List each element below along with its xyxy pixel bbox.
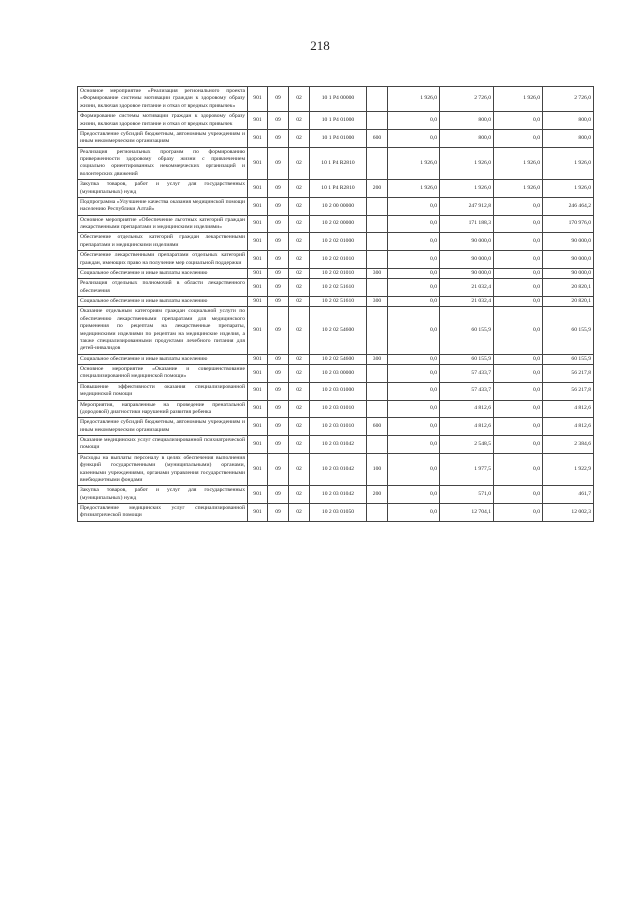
table-row [78, 354, 594, 364]
row-name-cell: Реализация отдельных полномочий в области лекарственного обеспечения [78, 279, 248, 297]
amount-1-cell: 1 926,0 [388, 180, 440, 198]
amount-2-cell: 171 188,3 [440, 215, 494, 233]
amount-3-cell: 0,0 [494, 382, 543, 400]
target-article-cell: 10 2 03 01010 [310, 400, 367, 418]
amount-4-cell: 60 155,9 [543, 354, 594, 364]
row-name-cell: Оказание медицинских услуг специализированной психиатрической помощи [78, 436, 248, 454]
subsection-code-cell: 02 [289, 147, 310, 180]
expense-type-cell [367, 365, 388, 383]
table-row [78, 297, 594, 307]
table-row [78, 233, 594, 251]
section-code-cell: 09 [268, 486, 289, 504]
amount-1-cell: 1 926,0 [388, 87, 440, 112]
amount-3-cell: 1 926,0 [494, 180, 543, 198]
amount-2-cell: 4 812,6 [440, 400, 494, 418]
expense-type-cell: 200 [367, 180, 388, 198]
target-article-cell: 10 2 02 51610 [310, 297, 367, 307]
target-article-cell: 10 2 03 00000 [310, 365, 367, 383]
amount-3-cell: 0,0 [494, 400, 543, 418]
expense-type-cell: 600 [367, 418, 388, 436]
ministry-code-cell: 901 [248, 268, 268, 278]
section-code-cell: 09 [268, 87, 289, 112]
amount-3-cell: 0,0 [494, 233, 543, 251]
amount-1-cell: 0,0 [388, 279, 440, 297]
amount-3-cell: 0,0 [494, 215, 543, 233]
table-row [78, 453, 594, 486]
expense-type-cell [367, 307, 388, 354]
budget-table-body [78, 87, 594, 522]
target-article-cell: 10 2 02 54600 [310, 354, 367, 364]
table-row [78, 365, 594, 383]
amount-2-cell: 2 548,5 [440, 436, 494, 454]
subsection-code-cell: 02 [289, 215, 310, 233]
ministry-code-cell: 901 [248, 436, 268, 454]
subsection-code-cell: 02 [289, 400, 310, 418]
subsection-code-cell: 02 [289, 504, 310, 522]
target-article-cell: 10 1 P4 01000 [310, 129, 367, 147]
row-name-cell: Обеспечение лекарственными препаратами отдельных категорий граждан, имеющих право на получение мер социальной поддержки [78, 251, 248, 269]
subsection-code-cell: 02 [289, 307, 310, 354]
section-code-cell: 09 [268, 382, 289, 400]
amount-4-cell: 20 820,1 [543, 297, 594, 307]
amount-1-cell: 0,0 [388, 382, 440, 400]
target-article-cell: 10 2 03 01010 [310, 418, 367, 436]
section-code-cell: 09 [268, 418, 289, 436]
table-row [78, 504, 594, 522]
table-row [78, 382, 594, 400]
row-name-cell: Повышение эффективности оказания специализированной медицинской помощи [78, 382, 248, 400]
expense-type-cell [367, 504, 388, 522]
amount-4-cell: 1 926,0 [543, 180, 594, 198]
amount-1-cell: 0,0 [388, 436, 440, 454]
amount-4-cell: 56 217,8 [543, 382, 594, 400]
subsection-code-cell: 02 [289, 486, 310, 504]
amount-1-cell: 0,0 [388, 112, 440, 130]
section-code-cell: 09 [268, 297, 289, 307]
subsection-code-cell: 02 [289, 382, 310, 400]
table-row [78, 87, 594, 112]
expense-type-cell [367, 112, 388, 130]
table-row [78, 400, 594, 418]
subsection-code-cell: 02 [289, 233, 310, 251]
amount-2-cell: 1 977,5 [440, 453, 494, 486]
amount-4-cell: 1 926,0 [543, 147, 594, 180]
row-name-cell: Социальное обеспечение и иные выплаты населению [78, 297, 248, 307]
subsection-code-cell: 02 [289, 297, 310, 307]
expense-type-cell: 600 [367, 129, 388, 147]
section-code-cell: 09 [268, 112, 289, 130]
amount-3-cell: 0,0 [494, 436, 543, 454]
table-row [78, 215, 594, 233]
ministry-code-cell: 901 [248, 180, 268, 198]
amount-1-cell: 0,0 [388, 297, 440, 307]
expense-type-cell [367, 382, 388, 400]
amount-4-cell: 4 812,6 [543, 400, 594, 418]
section-code-cell: 09 [268, 504, 289, 522]
amount-3-cell: 1 926,0 [494, 147, 543, 180]
amount-2-cell: 21 032,4 [440, 279, 494, 297]
amount-3-cell: 0,0 [494, 112, 543, 130]
row-name-cell: Формирование системы мотивации граждан к здоровому образу жизни, включая здоровое питание и отказ от вредных привычек [78, 112, 248, 130]
subsection-code-cell: 02 [289, 436, 310, 454]
amount-2-cell: 247 912,8 [440, 197, 494, 215]
amount-3-cell: 0,0 [494, 354, 543, 364]
section-code-cell: 09 [268, 251, 289, 269]
ministry-code-cell: 901 [248, 147, 268, 180]
amount-1-cell: 0,0 [388, 504, 440, 522]
section-code-cell: 09 [268, 453, 289, 486]
subsection-code-cell: 02 [289, 365, 310, 383]
expense-type-cell: 300 [367, 297, 388, 307]
amount-4-cell: 90 000,0 [543, 251, 594, 269]
row-name-cell: Основное мероприятие «Оказание и совершенствование специализированной медицинской помощи» [78, 365, 248, 383]
amount-1-cell: 0,0 [388, 307, 440, 354]
amount-4-cell: 461,7 [543, 486, 594, 504]
amount-1-cell: 0,0 [388, 453, 440, 486]
section-code-cell: 09 [268, 354, 289, 364]
row-name-cell: Социальное обеспечение и иные выплаты населению [78, 268, 248, 278]
amount-3-cell: 1 926,0 [494, 87, 543, 112]
page-number: 218 [310, 38, 330, 53]
row-name-cell: Закупка товаров, работ и услуг для государственных (муниципальных) нужд [78, 180, 248, 198]
amount-2-cell: 60 155,9 [440, 354, 494, 364]
row-name-cell: Закупка товаров, работ и услуг для государственных (муниципальных) нужд [78, 486, 248, 504]
subsection-code-cell: 02 [289, 197, 310, 215]
amount-2-cell: 90 000,0 [440, 268, 494, 278]
amount-2-cell: 571,0 [440, 486, 494, 504]
expense-type-cell [367, 400, 388, 418]
row-name-cell: Предоставление медицинских услуг специализированной фтизиатрической помощи [78, 504, 248, 522]
amount-2-cell: 60 155,9 [440, 307, 494, 354]
section-code-cell: 09 [268, 197, 289, 215]
amount-2-cell: 2 726,0 [440, 87, 494, 112]
row-name-cell: Расходы на выплаты персоналу в целях обеспечения выполнения функций государственными (муниципальными) органами, казенными учреждениями, органами управления государственными внебюджетными фондами [78, 453, 248, 486]
amount-3-cell: 0,0 [494, 365, 543, 383]
amount-2-cell: 1 926,0 [440, 180, 494, 198]
section-code-cell: 09 [268, 307, 289, 354]
amount-4-cell: 170 976,0 [543, 215, 594, 233]
table-row [78, 418, 594, 436]
amount-1-cell: 0,0 [388, 233, 440, 251]
ministry-code-cell: 901 [248, 504, 268, 522]
ministry-code-cell: 901 [248, 400, 268, 418]
table-row [78, 147, 594, 180]
amount-4-cell: 800,0 [543, 129, 594, 147]
amount-2-cell: 90 000,0 [440, 233, 494, 251]
section-code-cell: 09 [268, 233, 289, 251]
table-row [78, 129, 594, 147]
target-article-cell: 10 2 02 01000 [310, 233, 367, 251]
amount-3-cell: 0,0 [494, 268, 543, 278]
ministry-code-cell: 901 [248, 365, 268, 383]
section-code-cell: 09 [268, 268, 289, 278]
amount-4-cell: 90 000,0 [543, 268, 594, 278]
table-row [78, 436, 594, 454]
row-name-cell: Мероприятия, направленные на проведение пренатальной (дородовой) диагностики нарушений развития ребенка [78, 400, 248, 418]
ministry-code-cell: 901 [248, 307, 268, 354]
subsection-code-cell: 02 [289, 112, 310, 130]
target-article-cell: 10 2 02 00000 [310, 215, 367, 233]
expense-type-cell [367, 251, 388, 269]
amount-4-cell: 2 384,6 [543, 436, 594, 454]
section-code-cell: 09 [268, 129, 289, 147]
section-code-cell: 09 [268, 400, 289, 418]
amount-1-cell: 0,0 [388, 400, 440, 418]
amount-2-cell: 800,0 [440, 129, 494, 147]
amount-1-cell: 0,0 [388, 215, 440, 233]
target-article-cell: 10 2 02 01010 [310, 268, 367, 278]
amount-2-cell: 12 704,1 [440, 504, 494, 522]
amount-4-cell: 800,0 [543, 112, 594, 130]
amount-4-cell: 60 155,9 [543, 307, 594, 354]
target-article-cell: 10 2 03 01042 [310, 453, 367, 486]
ministry-code-cell: 901 [248, 233, 268, 251]
amount-3-cell: 0,0 [494, 251, 543, 269]
subsection-code-cell: 02 [289, 180, 310, 198]
target-article-cell: 10 1 P4 R2810 [310, 180, 367, 198]
ministry-code-cell: 901 [248, 87, 268, 112]
subsection-code-cell: 02 [289, 87, 310, 112]
amount-4-cell: 246 464,2 [543, 197, 594, 215]
amount-3-cell: 0,0 [494, 486, 543, 504]
section-code-cell: 09 [268, 215, 289, 233]
section-code-cell: 09 [268, 279, 289, 297]
target-article-cell: 10 2 03 01050 [310, 504, 367, 522]
row-name-cell: Предоставление субсидий бюджетным, автономным учреждениям и иным некоммерческим организациям [78, 418, 248, 436]
amount-1-cell: 0,0 [388, 129, 440, 147]
expense-type-cell: 300 [367, 268, 388, 278]
table-row [78, 112, 594, 130]
amount-4-cell: 20 820,1 [543, 279, 594, 297]
target-article-cell: 10 1 P4 01000 [310, 112, 367, 130]
amount-1-cell: 0,0 [388, 251, 440, 269]
expense-type-cell [367, 87, 388, 112]
ministry-code-cell: 901 [248, 197, 268, 215]
amount-2-cell: 21 032,4 [440, 297, 494, 307]
ministry-code-cell: 901 [248, 251, 268, 269]
table-row [78, 307, 594, 354]
expense-type-cell [367, 436, 388, 454]
table-row [78, 279, 594, 297]
ministry-code-cell: 901 [248, 418, 268, 436]
ministry-code-cell: 901 [248, 112, 268, 130]
expense-type-cell: 100 [367, 453, 388, 486]
target-article-cell: 10 1 P4 R2810 [310, 147, 367, 180]
budget-table [77, 86, 594, 522]
amount-4-cell: 2 726,0 [543, 87, 594, 112]
amount-2-cell: 800,0 [440, 112, 494, 130]
target-article-cell: 10 2 03 01042 [310, 436, 367, 454]
table-row [78, 486, 594, 504]
row-name-cell: Оказание отдельным категориям граждан социальной услуги по обеспечению лекарственными препаратами для медицинского применения по рецептам на лекарственные препараты, медицинскими изделиями по рецептам на медицинские изделия, а также специализированными продуктами лечебного питания для детей-инвалидов [78, 307, 248, 354]
expense-type-cell [367, 215, 388, 233]
target-article-cell: 10 1 P4 00000 [310, 87, 367, 112]
amount-2-cell: 4 812,6 [440, 418, 494, 436]
target-article-cell: 10 2 00 00000 [310, 197, 367, 215]
amount-3-cell: 0,0 [494, 197, 543, 215]
amount-3-cell: 0,0 [494, 297, 543, 307]
ministry-code-cell: 901 [248, 215, 268, 233]
row-name-cell: Обеспечение отдельных категорий граждан лекарственными препаратами и медицинскими изделиями [78, 233, 248, 251]
subsection-code-cell: 02 [289, 251, 310, 269]
amount-2-cell: 57 433,7 [440, 365, 494, 383]
row-name-cell: Подпрограмма «Улучшение качества оказания медицинской помощи населению Республики Алтай» [78, 197, 248, 215]
ministry-code-cell: 901 [248, 297, 268, 307]
ministry-code-cell: 901 [248, 486, 268, 504]
amount-2-cell: 1 926,0 [440, 147, 494, 180]
ministry-code-cell: 901 [248, 453, 268, 486]
table-row [78, 251, 594, 269]
amount-2-cell: 57 433,7 [440, 382, 494, 400]
section-code-cell: 09 [268, 365, 289, 383]
table-row [78, 180, 594, 198]
subsection-code-cell: 02 [289, 268, 310, 278]
subsection-code-cell: 02 [289, 354, 310, 364]
ministry-code-cell: 901 [248, 279, 268, 297]
expense-type-cell [367, 147, 388, 180]
subsection-code-cell: 02 [289, 129, 310, 147]
expense-type-cell: 300 [367, 354, 388, 364]
target-article-cell: 10 2 02 01010 [310, 251, 367, 269]
target-article-cell: 10 2 03 01042 [310, 486, 367, 504]
expense-type-cell [367, 197, 388, 215]
subsection-code-cell: 02 [289, 418, 310, 436]
expense-type-cell [367, 279, 388, 297]
section-code-cell: 09 [268, 436, 289, 454]
table-row [78, 197, 594, 215]
section-code-cell: 09 [268, 180, 289, 198]
table-row [78, 268, 594, 278]
row-name-cell: Социальное обеспечение и иные выплаты населению [78, 354, 248, 364]
subsection-code-cell: 02 [289, 453, 310, 486]
amount-2-cell: 90 000,0 [440, 251, 494, 269]
row-name-cell: Реализация региональных программ по формированию приверженности здоровому образу жизни с привлечением социально ориентированных некоммерческих организаций и волонтерских движений [78, 147, 248, 180]
amount-3-cell: 0,0 [494, 504, 543, 522]
amount-1-cell: 0,0 [388, 486, 440, 504]
ministry-code-cell: 901 [248, 382, 268, 400]
target-article-cell: 10 2 02 54600 [310, 307, 367, 354]
amount-4-cell: 4 812,6 [543, 418, 594, 436]
amount-4-cell: 1 922,9 [543, 453, 594, 486]
row-name-cell: Предоставление субсидий бюджетным, автономным учреждениям и иным некоммерческим организациям [78, 129, 248, 147]
amount-1-cell: 0,0 [388, 268, 440, 278]
amount-1-cell: 0,0 [388, 354, 440, 364]
amount-1-cell: 0,0 [388, 418, 440, 436]
amount-3-cell: 0,0 [494, 418, 543, 436]
amount-4-cell: 90 000,0 [543, 233, 594, 251]
subsection-code-cell: 02 [289, 279, 310, 297]
row-name-cell: Основное мероприятие «Обеспечение льготных категорий граждан лекарственными препаратами и медицинскими изделиями» [78, 215, 248, 233]
amount-4-cell: 56 217,8 [543, 365, 594, 383]
expense-type-cell: 200 [367, 486, 388, 504]
expense-type-cell [367, 233, 388, 251]
target-article-cell: 10 2 03 01000 [310, 382, 367, 400]
ministry-code-cell: 901 [248, 354, 268, 364]
row-name-cell: Основное мероприятие «Реализация регионального проекта «Формирование системы мотивации граждан к здоровому образу жизни, включая здоровое питание и отказ от вредных привычек» [78, 87, 248, 112]
amount-3-cell: 0,0 [494, 453, 543, 486]
ministry-code-cell: 901 [248, 129, 268, 147]
amount-4-cell: 12 002,3 [543, 504, 594, 522]
amount-3-cell: 0,0 [494, 129, 543, 147]
amount-3-cell: 0,0 [494, 279, 543, 297]
section-code-cell: 09 [268, 147, 289, 180]
amount-3-cell: 0,0 [494, 307, 543, 354]
amount-1-cell: 0,0 [388, 365, 440, 383]
amount-1-cell: 0,0 [388, 197, 440, 215]
amount-1-cell: 1 926,0 [388, 147, 440, 180]
target-article-cell: 10 2 02 51610 [310, 279, 367, 297]
